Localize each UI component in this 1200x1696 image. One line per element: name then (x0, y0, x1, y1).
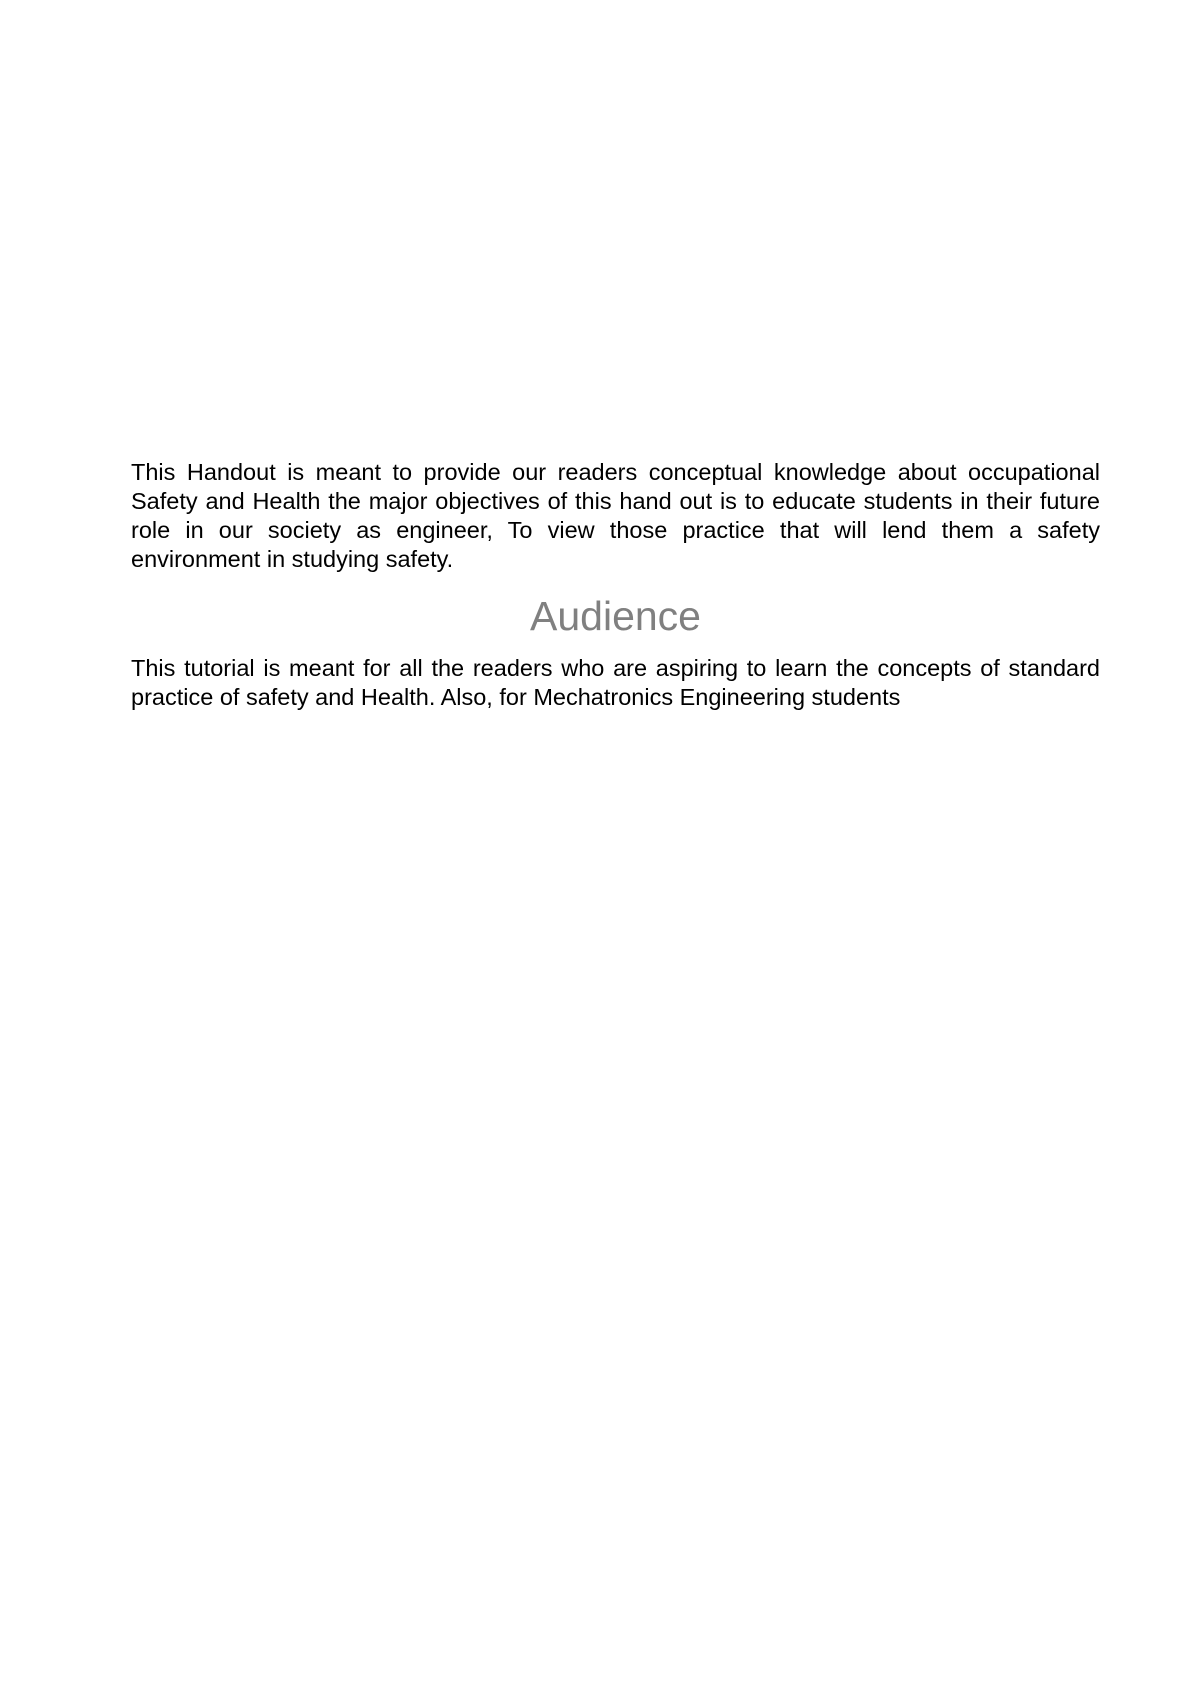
audience-heading: Audience (530, 593, 701, 639)
intro-paragraph: This Handout is meant to provide our readers conceptual knowledge about occupational Safety and Health the major objectives of this hand out is to educate students in their future role in our society as engineer, To view those practice that will lend them a safety environment in studying safety. (131, 459, 1100, 572)
audience-paragraph: This tutorial is meant for all the readers who are aspiring to learn the concepts of standard practice of safety and Health. Also, for Mechatronics Engineering students (131, 655, 1100, 710)
page-content (131, 458, 1100, 712)
